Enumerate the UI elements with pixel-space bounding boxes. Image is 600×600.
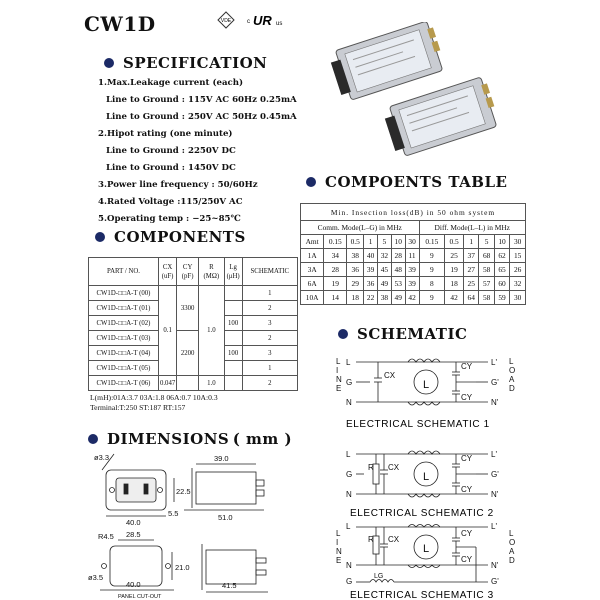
- component-label: CY: [461, 485, 473, 494]
- frequency-cell: 0.5: [445, 235, 464, 249]
- node-label: G': [491, 378, 499, 387]
- node-label: G: [346, 470, 353, 479]
- loss-value-cell: 11: [405, 249, 419, 263]
- spec-line: Line to Ground : 250V AC 50Hz 0.45mA: [106, 112, 297, 122]
- component-label: CY: [461, 555, 473, 564]
- load-letter: A: [509, 375, 515, 384]
- load-letter: O: [509, 538, 516, 547]
- part-no-cell: CW1D-□□A-T (02): [89, 316, 159, 331]
- node-label: L': [491, 522, 497, 531]
- r-cell: 1.0: [199, 376, 225, 391]
- part-no-cell: CW1D-□□A-T (01): [89, 301, 159, 316]
- loss-value-cell: 18: [445, 277, 464, 291]
- loss-value-cell: 42: [445, 291, 464, 305]
- inductor-label: L: [423, 379, 430, 391]
- load-letter: A: [509, 547, 515, 556]
- part-no-cell: CW1D-□□A-T (05): [89, 361, 159, 376]
- lg-cell: [224, 301, 242, 316]
- specification-list: [98, 75, 297, 228]
- tab-terminal: [256, 570, 266, 575]
- node-label: N': [491, 398, 499, 407]
- loss-value-cell: 27: [464, 263, 479, 277]
- load-letter: O: [509, 366, 516, 375]
- lg-cell: [224, 361, 242, 376]
- component-label: CX: [384, 371, 396, 380]
- dim-label: 28.5: [126, 530, 141, 539]
- specification-heading: [104, 54, 267, 72]
- dim-label: 5.5: [168, 509, 179, 518]
- schematic-cell: 2: [242, 301, 297, 316]
- loss-value-cell: 65: [494, 263, 509, 277]
- vde-mark-icon: [216, 10, 306, 30]
- node-label: L': [491, 450, 497, 459]
- comm-mode-header: Comm. Mode(L–G) in MHz: [301, 221, 420, 235]
- lg-cell: [224, 331, 242, 346]
- spec-line: Line to Ground : 115V AC 60Hz 0.25mA: [106, 95, 297, 105]
- loss-value-cell: 9: [419, 249, 445, 263]
- table-caption: Min. Insection loss(dB) in 50 ohm system: [301, 204, 526, 221]
- schematic-cell: 1: [242, 286, 297, 301]
- current-rating-cell: 3A: [301, 263, 324, 277]
- cx-header-text: CX: [162, 263, 173, 271]
- frequency-cell: 0.15: [324, 235, 347, 249]
- spec-line: Line to Ground : 1450V DC: [106, 163, 236, 173]
- node-label: N': [491, 490, 499, 499]
- loss-value-cell: 64: [464, 291, 479, 305]
- pin: [124, 484, 128, 494]
- side-view-body-2: [206, 550, 256, 584]
- loss-value-cell: 25: [445, 249, 464, 263]
- spec-line: 5.Operating temp : −25~85℃: [98, 214, 241, 224]
- schematic-cell: 1: [242, 361, 297, 376]
- schematic-caption: ELECTRICAL SCHEMATIC 2: [350, 508, 494, 519]
- schematic-cell: 3: [242, 346, 297, 361]
- lg-cell: [224, 286, 242, 301]
- dim-label: 41.5: [222, 581, 237, 590]
- lg-cell: 100: [224, 346, 242, 361]
- current-rating-cell: 10A: [301, 291, 324, 305]
- loss-body: [301, 249, 526, 305]
- components-heading: [95, 228, 246, 246]
- node-label: N: [346, 490, 352, 499]
- loss-value-cell: 68: [479, 249, 494, 263]
- schematic-caption: ELECTRICAL SCHEMATIC 3: [350, 590, 494, 600]
- loss-value-cell: 57: [479, 277, 494, 291]
- diff-mode-header: Diff. Mode(L–L) in MHz: [419, 221, 526, 235]
- component-label: LG: [374, 573, 384, 580]
- component-label: CX: [388, 535, 400, 544]
- cy-header-text: CY: [182, 263, 193, 271]
- schematic-cell: 3: [242, 316, 297, 331]
- spec-line: 3.Power line frequency : 50/60Hz: [98, 180, 258, 190]
- schematic-cell: 2: [242, 376, 297, 391]
- certification-marks: [216, 10, 306, 30]
- loss-value-cell: 32: [377, 249, 391, 263]
- cy-unit-text: (pF): [181, 272, 194, 280]
- current-rating-cell: 1A: [301, 249, 324, 263]
- loss-value-cell: 36: [347, 263, 364, 277]
- part-no-header: PART / NO.: [89, 258, 159, 286]
- vde-text: VDE: [220, 18, 232, 24]
- frequency-cell: 5: [377, 235, 391, 249]
- component-label: R: [368, 463, 374, 472]
- frequency-cell: 1: [464, 235, 479, 249]
- loss-value-cell: 34: [324, 249, 347, 263]
- part-no-cell: CW1D-□□A-T (04): [89, 346, 159, 361]
- loss-value-cell: 39: [405, 277, 419, 291]
- current-rating-cell: 6A: [301, 277, 324, 291]
- parts-table: [88, 257, 298, 391]
- dim-label: 51.0: [218, 513, 233, 522]
- r-header-text: R: [209, 263, 214, 271]
- lg-cell: 100: [224, 316, 242, 331]
- dimension-drawings: [88, 450, 288, 600]
- frequency-cell: 1: [364, 235, 378, 249]
- part-no-cell: CW1D-□□A-T (06): [89, 376, 159, 391]
- loss-value-cell: 37: [464, 249, 479, 263]
- cx-unit-text: (uF): [161, 272, 174, 280]
- loss-value-cell: 58: [479, 291, 494, 305]
- loss-value-cell: 15: [510, 249, 526, 263]
- spec-line: Line to Ground : 2250V DC: [106, 146, 236, 156]
- frequency-cell: 0.5: [347, 235, 364, 249]
- loss-value-cell: 30: [510, 291, 526, 305]
- inductor-label: L: [423, 471, 430, 483]
- loss-value-cell: 9: [419, 263, 445, 277]
- node-label: G': [491, 470, 499, 479]
- dimensions-heading: [88, 430, 292, 448]
- r-header: [199, 258, 225, 286]
- loss-value-cell: 22: [364, 291, 378, 305]
- frequency-cell: 5: [479, 235, 494, 249]
- specification-heading-text: SPECIFICATION: [123, 54, 268, 72]
- node-label: L: [346, 358, 351, 367]
- cx-cell: 0.1: [158, 286, 176, 376]
- dimensions-heading-text: DIMENSIONS ( mm ): [107, 430, 293, 448]
- lg-cell: [224, 376, 242, 391]
- component-label: CY: [461, 362, 473, 371]
- lg-unit-text: (μH): [226, 272, 240, 280]
- loss-value-cell: 39: [405, 263, 419, 277]
- cx-cell: 0.047: [158, 376, 176, 391]
- part-no-cell: CW1D-□□A-T (03): [89, 331, 159, 346]
- table-row: [301, 249, 526, 263]
- bullet-icon: [104, 58, 114, 68]
- dim-label: 40.0: [126, 580, 141, 589]
- bullet-icon: [338, 329, 348, 339]
- model-title: CW1D: [84, 12, 156, 36]
- compoents-table-heading: [306, 173, 507, 191]
- node-label: N: [346, 398, 352, 407]
- spec-line: 4.Rated Voltage :115/250V AC: [98, 197, 243, 207]
- component-label: R: [368, 535, 374, 544]
- load-letter: D: [509, 384, 515, 393]
- loss-value-cell: 8: [419, 277, 445, 291]
- spec-line: 1.Max.Leakage current (each): [98, 78, 244, 88]
- loss-value-cell: 36: [364, 277, 378, 291]
- node-label: G: [346, 378, 353, 387]
- line-letter: L: [336, 357, 341, 366]
- schematic-diagrams: [326, 344, 526, 600]
- schematic-header: SCHEMATIC: [242, 258, 297, 286]
- loss-value-cell: 25: [464, 277, 479, 291]
- loss-value-cell: 62: [494, 249, 509, 263]
- dim-label: 22.5: [176, 487, 191, 496]
- component-label: CX: [388, 463, 400, 472]
- terminal-note: Terminal:T:250 ST:187 RT:157: [90, 403, 186, 412]
- loss-value-cell: 42: [405, 291, 419, 305]
- loss-value-cell: 58: [479, 263, 494, 277]
- inlet-socket: [116, 478, 156, 502]
- r-unit-text: (MΩ): [203, 272, 220, 280]
- frequency-cell: 0.15: [419, 235, 445, 249]
- line-letter: E: [336, 384, 342, 393]
- loss-value-cell: 48: [391, 263, 405, 277]
- loss-value-cell: 40: [364, 249, 378, 263]
- loss-value-cell: 45: [377, 263, 391, 277]
- tab-terminal: [256, 490, 264, 496]
- loss-value-cell: 29: [347, 277, 364, 291]
- loss-value-cell: 38: [347, 249, 364, 263]
- cx-header: [158, 258, 176, 286]
- frequency-cell: 30: [405, 235, 419, 249]
- node-label: L': [491, 358, 497, 367]
- loss-value-cell: 28: [391, 249, 405, 263]
- node-label: N: [346, 561, 352, 570]
- mounting-hole: [110, 488, 115, 493]
- load-letter: L: [509, 529, 514, 538]
- table-row: [301, 277, 526, 291]
- compoents-table-heading-text: COMPOENTS TABLE: [325, 173, 508, 191]
- line-letter: I: [336, 538, 339, 547]
- insertion-loss-table: [300, 203, 526, 305]
- panel-cutout-label: PANEL CUT-OUT: [118, 594, 162, 600]
- component-label: CY: [461, 393, 473, 402]
- line-letter: E: [336, 556, 342, 565]
- table-row: [301, 291, 526, 305]
- loss-value-cell: 28: [324, 263, 347, 277]
- lg-header: [224, 258, 242, 286]
- loss-value-cell: 39: [364, 263, 378, 277]
- dim-label: 40.0: [126, 518, 141, 527]
- loss-value-cell: 49: [391, 291, 405, 305]
- part-no-cell: CW1D-□□A-T (00): [89, 286, 159, 301]
- lg-header-text: Lg: [229, 263, 237, 271]
- inductor-label: L: [423, 543, 430, 555]
- node-label: N': [491, 561, 499, 570]
- bullet-icon: [95, 232, 105, 242]
- loss-value-cell: 60: [494, 277, 509, 291]
- dim-label: R4.5: [98, 532, 114, 541]
- cy-header: [177, 258, 199, 286]
- frequency-cell: 10: [391, 235, 405, 249]
- mounting-hole: [166, 564, 171, 569]
- schematic-cell: 2: [242, 331, 297, 346]
- line-letter: I: [336, 366, 339, 375]
- tab-terminal: [256, 558, 266, 563]
- inductance-note: L(mH):01A:3.7 03A:1.8 06A:0.7 10A:0.3: [90, 393, 218, 402]
- frequency-cell: Amt: [301, 235, 324, 249]
- pin: [144, 484, 148, 494]
- bullet-icon: [306, 177, 316, 187]
- load-letter: D: [509, 556, 515, 565]
- dim-label: 21.0: [175, 563, 190, 572]
- schematic-heading: [338, 325, 467, 343]
- cy-cell: [177, 376, 199, 391]
- loss-value-cell: 53: [391, 277, 405, 291]
- node-label: L: [346, 450, 351, 459]
- loss-value-cell: 32: [510, 277, 526, 291]
- frequency-row: [301, 235, 526, 249]
- tab-terminal: [256, 480, 264, 486]
- loss-value-cell: 18: [347, 291, 364, 305]
- schematic-caption: ELECTRICAL SCHEMATIC 1: [346, 419, 490, 430]
- ul-c-text: c: [247, 19, 250, 25]
- loss-value-cell: 14: [324, 291, 347, 305]
- r-cell: 1.0: [199, 286, 225, 376]
- line-letter: N: [336, 375, 342, 384]
- cy-cell: 3300: [177, 286, 199, 331]
- ul-text: UR: [253, 13, 272, 28]
- component-label: CY: [461, 454, 473, 463]
- mounting-hole: [102, 564, 107, 569]
- dim-label: 39.0: [214, 454, 229, 463]
- component-label: CY: [461, 529, 473, 538]
- frequency-cell: 10: [494, 235, 509, 249]
- loss-value-cell: 26: [510, 263, 526, 277]
- node-label: L: [346, 522, 351, 531]
- spec-line: 2.Hipot rating (one minute): [98, 129, 233, 139]
- node-label: G': [491, 577, 499, 586]
- loss-value-cell: 19: [445, 263, 464, 277]
- loss-value-cell: 9: [419, 291, 445, 305]
- loss-value-cell: 38: [377, 291, 391, 305]
- table-row: [301, 263, 526, 277]
- side-view-body: [196, 472, 256, 504]
- line-letter: L: [336, 529, 341, 538]
- ul-us-text: us: [276, 21, 283, 27]
- load-letter: L: [509, 357, 514, 366]
- line-letter: N: [336, 547, 342, 556]
- cy-cell: 2200: [177, 331, 199, 376]
- bullet-icon: [88, 434, 98, 444]
- node-label: G: [346, 577, 353, 586]
- dim-label: ø3.5: [88, 573, 104, 582]
- loss-value-cell: 59: [494, 291, 509, 305]
- mounting-hole: [158, 488, 163, 493]
- loss-value-cell: 19: [324, 277, 347, 291]
- frequency-cell: 30: [510, 235, 526, 249]
- loss-value-cell: 49: [377, 277, 391, 291]
- product-photo: [326, 22, 526, 162]
- components-heading-text: COMPONENTS: [114, 228, 246, 246]
- dim-label: ø3.3: [94, 453, 110, 462]
- schematic-heading-text: SCHEMATIC: [357, 325, 468, 343]
